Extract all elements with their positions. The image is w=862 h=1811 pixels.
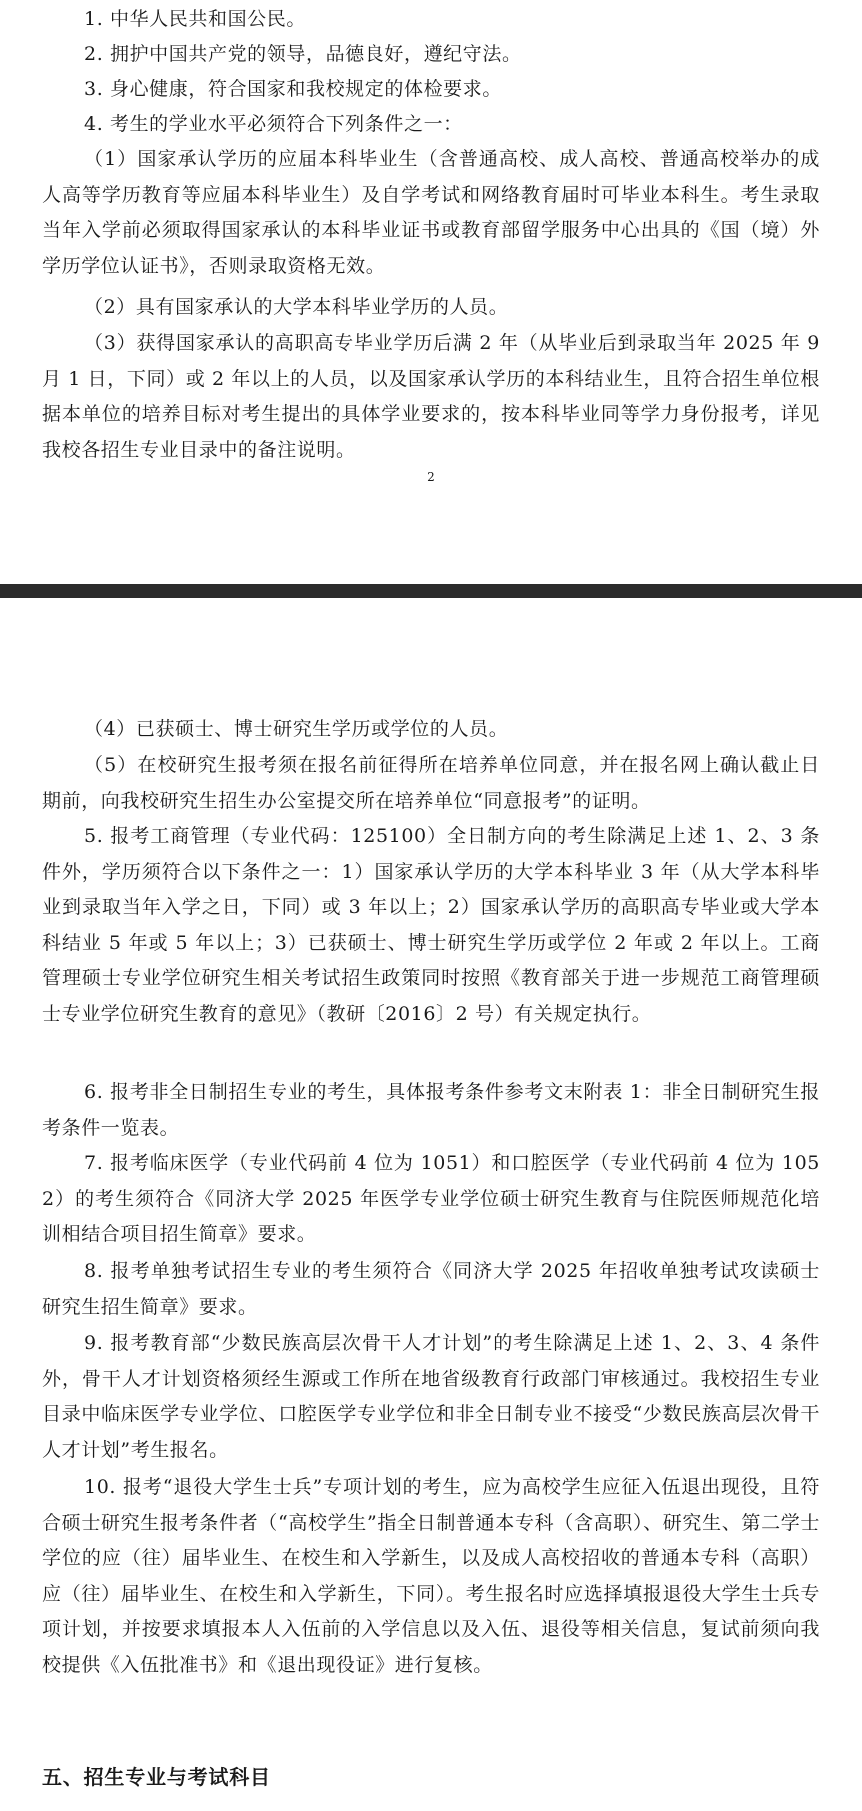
- condition-item-9: 9. 报考教育部“少数民族高层次骨干人才计划”的考生除满足上述 1、2、3、4 条件外，骨干人才计划资格须经生源或工作所在地省级教育行政部门审核通过。我校招生专业目录中临床医学专业学位、口腔医学专业学位和非全日制专业不接受“少数民族高层次骨干人才计划”考生报名。: [42, 1332, 820, 1461]
- condition-item-8: 8. 报考单独考试招生专业的考生须符合《同济大学 2025 年招收单独考试攻读硕士研究生招生简章》要求。: [42, 1260, 820, 1318]
- condition-item-4-4: （4）已获硕士、博士研究生学历或学位的人员。: [84, 718, 509, 740]
- condition-item-2: 2. 拥护中国共产党的领导，品德良好，遵纪守法。: [84, 43, 522, 65]
- condition-item-4-1: （1）国家承认学历的应届本科毕业生（含普通高校、成人高校、普通高校举办的成人高等学历教育等应届本科毕业生）及自学考试和网络教育届时可毕业本科生。考生录取当年入学前必须取得国家承认的本科毕业证书或教育部留学服务中心出具的《国（境）外学历学位认证书》，否则录取资格无效。: [42, 148, 820, 277]
- document-page-top: [0, 0, 862, 584]
- page-number: 2: [427, 470, 435, 484]
- condition-item-4-2: （2）具有国家承认的大学本科毕业学历的人员。: [84, 296, 509, 318]
- condition-item-7: 7. 报考临床医学（专业代码前 4 位为 1051）和口腔医学（专业代码前 4 位为 1052）的考生须符合《同济大学 2025 年医学专业学位硕士研究生教育与住院医师规范化培训相结合项目招生简章》要求。: [42, 1152, 820, 1245]
- condition-item-6: 6. 报考非全日制招生专业的考生，具体报考条件参考文末附表 1：非全日制研究生报考条件一览表。: [42, 1081, 820, 1139]
- condition-item-4-3: （3）获得国家承认的高职高专毕业学历后满 2 年（从毕业后到录取当年 2025 年 9 月 1 日，下同）或 2 年以上的人员，以及国家承认学历的本科结业生，且符合招生单位根据本单位的培养目标对考生提出的具体学业要求的，按本科毕业同等学力身份报考，详见我校各招生专业目录中的备注说明。: [42, 332, 820, 461]
- page-separator: [0, 584, 862, 598]
- section-heading: 五、招生专业与考试科目: [42, 1765, 271, 1789]
- condition-item-4: 4. 考生的学业水平必须符合下列条件之一：: [84, 113, 463, 135]
- condition-item-10: 10. 报考“退役大学生士兵”专项计划的考生，应为高校学生应征入伍退出现役，且符合硕士研究生报考条件者（“高校学生”指全日制普通本专科（含高职）、研究生、第二学士学位的应（往）届毕业生、在校生和入学新生，以及成人高校招收的普通本专科（高职）应（往）届毕业生、在校生和入学新生，下同）。考生报名时应选择填报退役大学生士兵专项计划，并按要求填报本人入伍前的入学信息以及入伍、退役等相关信息，复试前须向我校提供《入伍批准书》和《退出现役证》进行复核。: [42, 1476, 820, 1676]
- condition-item-1: 1. 中华人民共和国公民。: [84, 8, 306, 30]
- condition-item-4-5: （5）在校研究生报考须在报名前征得所在培养单位同意，并在报名网上确认截止日期前，向我校研究生招生办公室提交所在培养单位“同意报考”的证明。: [42, 754, 820, 812]
- condition-item-3: 3. 身心健康，符合国家和我校规定的体检要求。: [84, 78, 502, 100]
- condition-item-5: 5. 报考工商管理（专业代码：125100）全日制方向的考生除满足上述 1、2、3 条件外，学历须符合以下条件之一：1）国家承认学历的大学本科毕业 3 年（从大学本科毕业到录取当年入学之日，下同）或 3 年以上；2）国家承认学历的高职高专毕业或大学本科结业 5 年或 5 年以上；3）已获硕士、博士研究生学历或学位 2 年或 2 年以上。工商管理硕士专业学位研究生相关考试招生政策同时按照《教育部关于进一步规范工商管理硕士专业学位研究生教育的意见》（教研〔2016〕2 号）有关规定执行。: [42, 825, 820, 1025]
